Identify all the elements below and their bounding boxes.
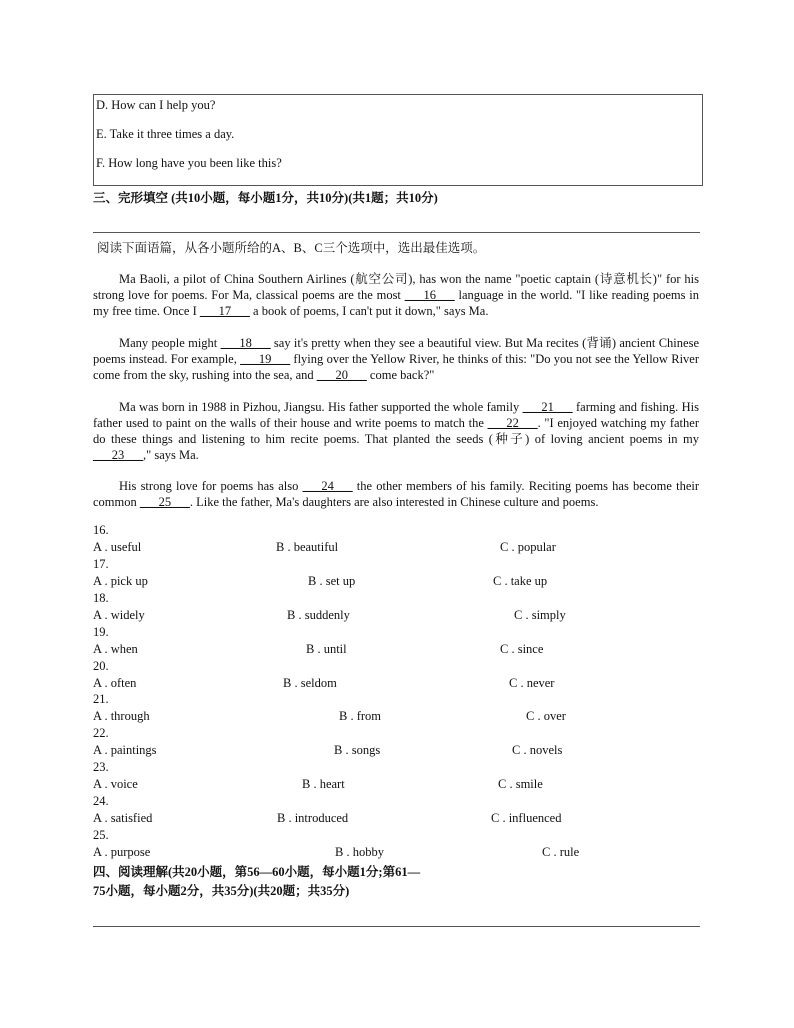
option-b: B . set up bbox=[308, 574, 356, 588]
option-a: A . paintings bbox=[93, 743, 157, 757]
section3-heading: 三、完形填空 (共10小题，每小题1分，共10分)(共1题；共10分) bbox=[93, 191, 438, 205]
passage-paragraph-4: His strong love for poems has also ___24___ the other members of his family. Reciting poems has become their common ___25___. Like the father, Ma's daughters are also interested in Chinese culture and poems. bbox=[93, 479, 699, 509]
option-c: C . since bbox=[500, 642, 544, 656]
blank-18: ___18___ bbox=[220, 336, 271, 350]
passage-paragraph-1: Ma Baoli, a pilot of China Southern Airlines (航空公司), has won the name "poetic captain (诗意机长)" for his strong love for poems. For Ma, classical poems are the most ___16___ language in the world. "I like reading poems in my free time. Once I ___17___ a book of poems, I can't put it down," says Ma. bbox=[93, 272, 700, 318]
question-number: 16. bbox=[93, 523, 109, 537]
question-number: 24. bbox=[93, 794, 109, 808]
blank-24: ___24___ bbox=[302, 479, 353, 493]
option-a: A . voice bbox=[93, 777, 138, 791]
question-number: 21. bbox=[93, 692, 109, 706]
question-number: 25. bbox=[93, 828, 109, 842]
option-c: C . take up bbox=[493, 574, 548, 588]
option-a: A . pick up bbox=[93, 574, 148, 588]
question-number: 18. bbox=[93, 591, 109, 605]
blank-22: ___22___ bbox=[487, 416, 538, 430]
option-c: C . influenced bbox=[491, 811, 562, 825]
option-a: A . when bbox=[93, 642, 138, 656]
section3-instruction: 阅读下面语篇，从各小题所给的A、B、C三个选项中，选出最佳选项。 bbox=[97, 241, 486, 255]
section4-heading-line1: 四、阅读理解(共20小题，第56—60小题，每小题1分;第61— bbox=[93, 865, 421, 879]
question-number: 22. bbox=[93, 726, 109, 740]
option-c: C . never bbox=[509, 676, 555, 690]
option-b: B . heart bbox=[302, 777, 345, 791]
option-c: C . rule bbox=[542, 845, 580, 859]
option-a: A . often bbox=[93, 676, 137, 690]
option-b: B . suddenly bbox=[287, 608, 350, 622]
blank-25: ___25___ bbox=[139, 495, 190, 509]
option-b: B . hobby bbox=[335, 845, 384, 859]
blank-23: ___23___ bbox=[93, 448, 143, 462]
question-number: 23. bbox=[93, 760, 109, 774]
blank-21: ___21___ bbox=[522, 400, 573, 414]
option-e: E. Take it three times a day. bbox=[96, 127, 235, 141]
option-b: B . beautiful bbox=[276, 540, 339, 554]
question-number: 17. bbox=[93, 557, 109, 571]
blank-17: ___17___ bbox=[199, 304, 250, 318]
option-a: A . purpose bbox=[93, 845, 151, 859]
question-number: 20. bbox=[93, 659, 109, 673]
option-a: A . useful bbox=[93, 540, 142, 554]
passage-paragraph-3: Ma was born in 1988 in Pizhou, Jiangsu. His father supported the whole family ___21___ farming and fishing. His father used to paint on the walls of their house and write poems to match the ___22___. "I enjoyed watching my father do these things and listening to him recite poems. That planted the seeds (种子) of loving ancient poems in my ___23___," says Ma. bbox=[93, 400, 699, 462]
option-c: C . smile bbox=[498, 777, 543, 791]
option-b: B . from bbox=[339, 709, 382, 723]
option-a: A . through bbox=[93, 709, 150, 723]
blank-19: ___19___ bbox=[240, 352, 291, 366]
section4-heading-line2: 75小题，每小题2分，共35分)(共20题；共35分) bbox=[93, 884, 350, 898]
option-d: D. How can I help you? bbox=[96, 98, 216, 112]
option-b: B . seldom bbox=[283, 676, 337, 690]
passage-paragraph-2: Many people might ___18___ say it's pretty when they see a beautiful view. But Ma recites (背诵) ancient Chinese poems instead. For example, ___19___ flying over the Yellow River, he thinks of this: "Do you not see the Yellow River come from the sky, rushing into the sea, and ___20___ come back?" bbox=[93, 336, 700, 382]
option-a: A . widely bbox=[93, 608, 145, 622]
option-b: B . introduced bbox=[277, 811, 349, 825]
options-box bbox=[93, 94, 703, 186]
option-c: C . novels bbox=[512, 743, 563, 757]
blank-20: ___20___ bbox=[316, 368, 367, 382]
option-b: B . until bbox=[306, 642, 347, 656]
blank-16: ___16___ bbox=[404, 288, 455, 302]
section-divider bbox=[93, 926, 700, 927]
option-b: B . songs bbox=[334, 743, 381, 757]
option-c: C . popular bbox=[500, 540, 556, 554]
option-a: A . satisfied bbox=[93, 811, 153, 825]
option-c: C . over bbox=[526, 709, 566, 723]
option-f: F. How long have you been like this? bbox=[96, 156, 282, 170]
question-number: 19. bbox=[93, 625, 109, 639]
option-c: C . simply bbox=[514, 608, 566, 622]
section-divider bbox=[93, 232, 700, 233]
